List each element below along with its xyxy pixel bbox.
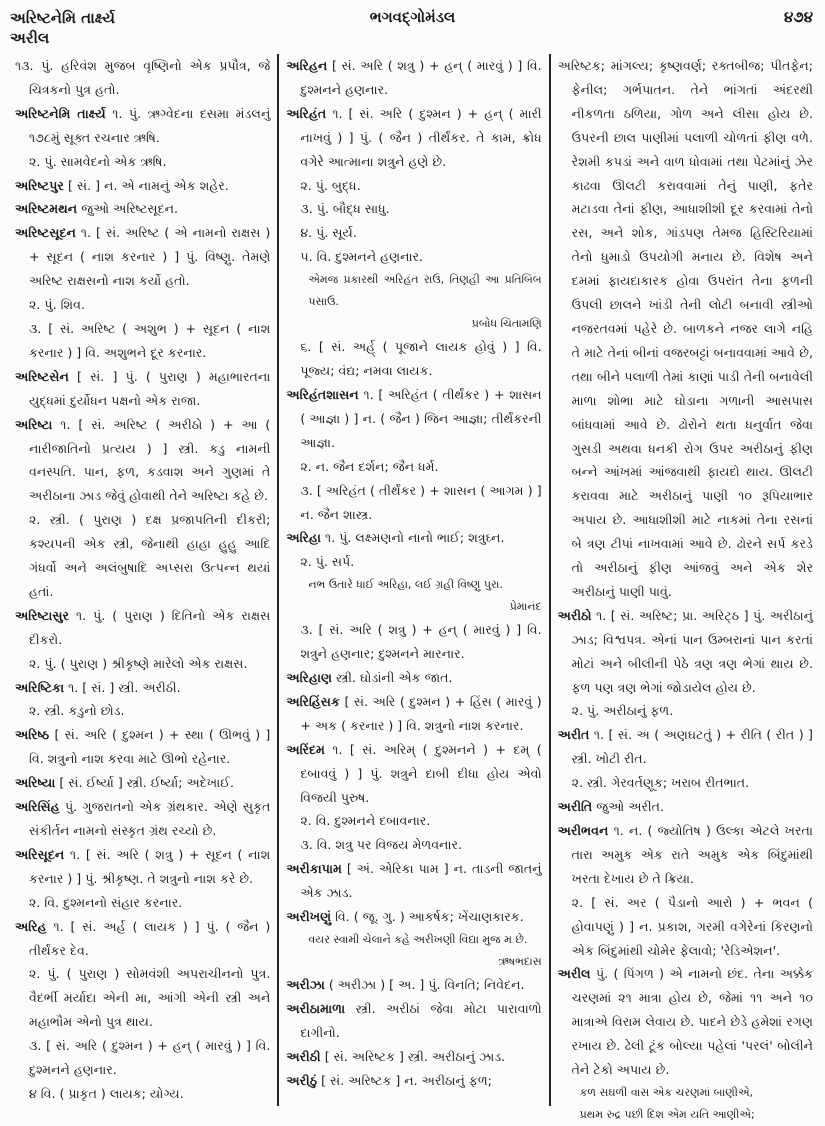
entry-headword: અરિષ્ટાસુર [15, 607, 70, 623]
entry-definition: ૧. પું. લક્ષ્મણનો નાનો ભાઈ; શત્રુઘ્ન. [325, 530, 505, 546]
entry-definition: ૧. [ સં. અરિ ( દુશ્મન ) + હન્ ( મારી નાખવું ) ] પું. ( જૈન ) તીર્થંકર. તે કામ, ક્રોધ વગેરે આત્માના શત્રુને હણે છે. [300, 105, 542, 169]
entry-definition: [ સં. અરિષ્ટક ] સ્ત્રી. અરીઠાનું ઝાડ. [324, 1048, 506, 1064]
entry-definition: ૧. [ અરિહંત ( તીર્થંકર ) + શાસન ( આજ્ઞા ) ] ન. ( જૈન ) જિન આજ્ઞા; તીર્થંકરની આજ્ઞા. [300, 386, 542, 450]
entry-headword: અરિષ્ટમથન [15, 201, 78, 217]
entry-headword: અરિહિંસક [286, 693, 340, 709]
dictionary-entry [15, 221, 270, 293]
dictionary-entry [558, 604, 813, 700]
entry-definition: [ સં. અરિષ્ટક ] ન. અરીઠાનું ફળ; [321, 1072, 492, 1088]
dictionary-entry [15, 197, 270, 221]
entry-headword: અરિહાણ [286, 670, 332, 686]
entry-definition: જુઓ અરિષ્ટસૂદન. [81, 201, 179, 217]
quotation-source: પ્રબોધ ચિંતામણિ [471, 317, 542, 331]
entry-definition: ૧. પું. ( પુરાણ ) દિતિનો એક રાક્ષસ દીકરો. [29, 607, 271, 647]
dictionary-entry [286, 857, 541, 905]
entry-headword: અરિસૂદન [15, 846, 65, 862]
dictionary-entry [15, 795, 270, 843]
sub-definition: ૨. પું. સર્પ. [300, 554, 355, 570]
dictionary-entry [286, 997, 541, 1045]
sub-definition: ૨. [ સં. અર ( પૈડાનો આરો ) + ભવન ( હોવાપણું ) ] ન. પ્રકાશ, ગરમી વગેરેનાં કિરણનો એક બિંદુમાંથી ચોમેર ફેલાવો; 'રેડિએશન'. [571, 894, 813, 958]
dictionary-entry [15, 413, 270, 509]
entry-headword: અરિંદમ [286, 741, 325, 757]
entry-headword: અરિષ્ટનેમિ તાર્ક્ષ્ય [15, 105, 106, 121]
dictionary-entry [286, 738, 541, 810]
dictionary-entry [15, 604, 270, 652]
sub-definition: ૫. વિ. દુશ્મનને હણનાર. [300, 249, 424, 265]
column-3 [549, 54, 820, 1121]
entry-definition: સ્ત્રી. ઘોડાંની એક જાત. [336, 670, 453, 686]
continued-definition: અરિષ્ટક; માંગલ્ય; કૃષ્ણવર્ણ; રક્તબીજ; પીતફેન; ફેનીલ; ગર્ભપાતન. તેને ભાંગતાં અંદરથી નીકળતા ઠળિયા, ગોળ અને લીસા હોય છે. ઉપરની છાલ પાણીમાં પલાળી ચોળતાં ફીણ વળે. રેશમી કપડાં અને વાળ ધોવામાં તથા પેટમાંનું ઝેર કાઢવા ઊલટી કરાવવામાં તેનું પાણી, ફતેર મટાડવા તેનાં ફીણ, આધાશીશી દૂર કરવામાં તેનો રસ, અને શોક, ગાંડપણ તેમજ હિસ્ટિરિયામાં તેનો ધુમાડો ઉપયોગી મનાય છે. વિશેષ અને દમમાં ફાયદાકારક હોવા ઉપરાંત તેના ફળની ઉપલી છાલને ખાંડી તેની લોટી બનાવી સ્ત્રીઓ નજરતવમાં પહેરે છે. બાળકને નજર લાગે નહિ તે માટે તેનાં બીનાં વજરબટ્ટાં બનાવવામાં આવે છે, તથા બીને પલાળી તેમાં કાણાં પાડી તેની બનાવેલી માળા શોભા માટે ઘોડાના ગળાની આસપાસ બાંધવામાં આવે છે. ઢોરોને થતા ધનુર્વાત જેવા ગુસડી અથવા ધનકી રોગ ઉપર અરીઠાનું ફીણ બન્ને આંખમાં આંજવાથી ફાયદો થાય. ઊલટી કરાવવા માટે અરીઠાનું પાણી ૧૦ રૂપિયાભાર અપાય છે. આધાશીશી માટે નાકમાં તેના રસનાં બે ત્રણ ટીપાં નાખવામાં આવે છે. ઢોરને સર્પ કરડે તો અરીઠાનું ફીણ આંજવું અને એક શેર અરીઠાનું પાણી પાવું. [557, 58, 813, 599]
sub-definition: ૬. [ સં. અર્હ્ ( પૂજાને લાયક હોવું ) ] વિ. પૂજ્ય; વંદ્ય; નમવા લાયક. [300, 339, 542, 379]
dictionary-entry [15, 365, 270, 413]
entry-definition: [ સં. અરિ ( દુશ્મન ) + સ્થા ( ઊભવું ) ] વિ. શત્રુનો નાશ કરવા માટે ઊભો રહેનાર. [29, 727, 271, 767]
sub-definition: ૩. [ સં. અરિ ( શત્રુ ) + હન્ ( મારવું ) ] વિ. શત્રુને હણનાર; દુશ્મનને મારનાર. [300, 622, 542, 662]
dictionary-entry [558, 723, 813, 771]
entry-headword: અરીઠી [286, 1048, 321, 1064]
dictionary-entry [558, 819, 813, 891]
quotation-source: ઋષભદાસ [498, 955, 542, 968]
entry-definition: [ સં. ] ન. એ નામનું એક શહેર. [67, 177, 229, 193]
sub-definition: ૨. પું. બુદ્ધ. [300, 177, 361, 193]
entry-definition: ૧. [ સં. અરિષ્ટ; પ્રા. અરિટ્ઠ ] પું. અરીઠાનું ઝાડ; વિશ્વપત્ર. એનાં પાન ઉમ્બરાનાં પાન કરતાં મોટાં અને બીલીની પેઠે ત્રણ ત્રણ ભેગાં થાય છે. ફળ પણ ત્રણ ભેગાં જોડાયેલ હોય છે. [571, 607, 813, 695]
entry-headword: અરિષ્યા [15, 775, 56, 791]
entry-definition: ૧. [ સં. અરિ ( શત્રુ ) + સૂદન ( નાશ કરનાર ) ] પું. શ્રીકૃષ્ણ. તે શત્રુનો નાશ કરે છે. [29, 846, 271, 886]
sub-definition: ૨. સ્ત્રી. કડુનો છોડ. [29, 703, 125, 719]
dictionary-entry [286, 905, 541, 929]
entry-definition: પું. ગુજરાતનો એક ગ્રંથકાર. એણે સુકૃત સંકીર્તન નામનો સંસ્કૃત ગ્રંથ રચ્યો છે. [29, 799, 271, 838]
page-header [8, 8, 817, 52]
entry-headword: અરીખણું [286, 909, 332, 925]
dictionary-entry [15, 723, 270, 771]
guide-word-last: અરીલ [10, 29, 50, 47]
dictionary-title: ભગવદ્ગોમંડલ [369, 8, 456, 26]
continued-definition: ૧૩. પું. હરિવંશ મુજબ વૃષ્ણિનો એક પ્રપૌત્ર, જે ચિત્રકનો પુત્ર હતો. [15, 58, 271, 97]
sub-definition: ૨. ન. જૈન દર્શન; જૈન ધર્મ. [300, 458, 439, 474]
entry-headword: અરીલ [557, 966, 591, 982]
dictionary-entry [286, 102, 541, 174]
entry-headword: અરિસિંહ [15, 799, 60, 815]
entry-definition: ૧. ન. ( જ્યોતિષ ) ઉલ્કા એટલે ખરતા તારા અમુક એક રાતે અમુક એક બિંદુમાંથી ખરતા દેખાય છે તે ક્રિયા. [571, 823, 813, 886]
entry-headword: અરિહંતશાસન [286, 386, 359, 402]
entry-headword: અરીઝા [286, 977, 325, 992]
quotation: નભ ઉતારે ધાઈ અરિહા, લઈ ગ્રહી વિષ્ણુ પુરા. [308, 578, 503, 592]
entry-definition: ૧. [ સં. અ ( અણઘટતું ) + રીતિ ( રીત ) ] સ્ત્રી. ખોટી રીત. [571, 727, 813, 767]
dictionary-entry [286, 690, 541, 738]
dictionary-entry [15, 843, 270, 891]
column-2 [277, 54, 548, 1106]
dictionary-entry [286, 54, 541, 102]
entry-headword: અરિહ [15, 918, 47, 934]
dictionary-entry [15, 102, 270, 150]
entry-definition: ૧. [ સં. અરિષ્ટ ( અરીઠો ) + આ ( નારીજાતિનો પ્રત્યય ) ] સ્ત્રી. કડુ નામની વનસ્પતિ. પાન, ફળ, કડવાશ અને ગુણમાં તે અરીઠાના ઝાડ જેવું હોવાથી તેને અરિષ્ટા કહે છે. [29, 416, 271, 504]
entry-headword: અરીતિ [557, 799, 593, 815]
entry-headword: અરીભવન [557, 823, 609, 838]
entry-definition: [ અં. એરિકા પામ ] ન. તાડની જાતનું એક ઝાડ. [300, 861, 542, 901]
dictionary-entry [558, 795, 813, 819]
entry-definition: ૧. [ સં. અર્હ ( લાયક ) ] પું. ( જૈન ) તીર્થંકર દેવ. [29, 918, 271, 958]
sub-definition: ૩. વિ. શત્રુ પર વિજય મેળવનાર. [300, 837, 463, 853]
entry-definition: [ સં. ઈર્ષ્યા ] સ્ત્રી. ઈર્ષ્યા; અદેખાઈ. [59, 775, 234, 791]
quotation: વયર સ્વામી ચેલાને કહે અરીખણી વિદ્યા મુજ મ છે. [308, 933, 528, 946]
sub-definition: ૨. પું. ( પુરાણ ) સોમવંશી અપરાચીનનો પુત્ર. વૈદર્ભી મર્યાદા એની મા, આંગી એની સ્ત્રી અને મહાભૌમ એનો પુત્ર થાય. [29, 966, 271, 1030]
sub-definition: ૪ વિ. ( પ્રાકૃત ) લાયક; યોગ્ય. [29, 1085, 184, 1101]
entry-definition: [ સં. ] પું. ( પુરાણ ) મહાભારતના યુદ્ધમાં દુર્યોધન પક્ષનો એક રાજા. [29, 368, 271, 408]
sub-definition: ૨. પું. અરીઠાનું ફળ. [571, 703, 674, 719]
sub-definition: ૨. પું. સામવેદનો એક ઋષિ. [29, 153, 167, 169]
entry-definition: વિ. ( જૂ. ગુ. ) આકર્ષક; ખેંચાણકારક. [335, 909, 524, 925]
entry-headword: અરિહા [286, 530, 322, 546]
entry-headword: અરીઠો [557, 607, 592, 623]
entry-definition: પું. ( પિંગળ ) એ નામનો છંદ. તેના અક્કેક ચરણમાં ૨૧ માત્રા હોય છે, જેમાં ૧૧ અને ૧૦ માત્રાએ વિરામ લેવાય છે. પાદને છેડે હમેશાં રગણ રખાય છે. ઢેલી ટૂંક બોલ્યા પહેલાં 'પરલં' બોલીને તેને ટેકો અપાય છે. [571, 966, 813, 1078]
quotation: એમજ પ્રકારથી અરિહંત રાઉ, તિણહી આ પ્રતિબિંબ પસાઉ. [308, 273, 542, 309]
entry-headword: અરિષ્ટિકા [15, 679, 65, 695]
entry-headword: અરિષ્ટસૂદન [15, 225, 76, 241]
quotation: પ્રથમ રુદ્ર પછી દિશ એમ યતિ આણીએ; [579, 1107, 755, 1121]
sub-definition: ૩. [ સં. અરિષ્ટ ( અશુભ ) + સૂદન ( નાશ કરનાર ) ] વિ. અશુભને દૂર કરનાર. [29, 320, 271, 360]
sub-definition: ૨. સ્ત્રી. ( પુરાણ ) દક્ષ પ્રજાપતિની દીકરી; કશ્યપની એક સ્ત્રી, જેનાથી હાહા હુહુ આદિ ગંધર્વો અને અલંબુષાદિ અપ્સરા ઉત્પન્ન થયાં હતાં. [29, 512, 271, 599]
dictionary-entry [15, 915, 270, 963]
dictionary-entry [286, 1069, 541, 1093]
entry-definition: ૧. [ સં. ] સ્ત્રી. અરીઠી. [68, 679, 181, 695]
entry-headword: અરીત [557, 727, 590, 743]
entry-definition: ( અરીઝા ) [ અ. ] પું. વિનતિ; નિવેદન. [328, 977, 525, 992]
dictionary-entry [15, 771, 270, 795]
dictionary-entry [286, 526, 541, 550]
sub-definition: ૩. [ અરિહંત ( તીર્થંકર ) + શાસન ( આગમ ) ] ન. જૈન શાસ્ત્ર. [300, 482, 542, 522]
quotation: કળ સઘળી વાસ એક ચરણમાં બાણીએ, [579, 1085, 754, 1099]
entry-definition: ૧. [ સં. અરિમ્ ( દુશ્મનને ) + દમ્ ( દબાવવું ) ] પું. શત્રુને દાબી દીધા હોય એવો વિજયી પુરુષ. [300, 741, 542, 805]
guide-word-first: અરિષ્ટનેમિ તાર્ક્ષ્ય [10, 9, 116, 27]
sub-definition: ૨. પું. ( પુરાણ ) શ્રીકૃષ્ણે મારેલો એક રાક્ષસ. [29, 655, 248, 671]
entry-definition: સ્ત્રી. અરીઠાં જેવા મોટા પારાવાળો દાગીનો. [300, 1000, 542, 1040]
column-1 [8, 54, 277, 1106]
entry-headword: અરિષ્ઠ [15, 727, 50, 743]
entry-headword: અરિહંત [286, 105, 327, 121]
page-number: ૪૭૪ [783, 8, 813, 26]
dictionary-entry [15, 676, 270, 700]
entry-definition: [ સં. અરિ ( દુશ્મન ) + હિંસ ( મારવું ) + અક ( કરનાર ) ] વિ. શત્રુનો નાશ કરનાર. [300, 693, 542, 733]
sub-definition: ૩. પું. બૌદ્ધ સાધુ. [300, 201, 390, 217]
sub-definition: ૩. [ સં. અરિ ( દુશ્મન ) + હન્ ( મારવું ) ] વિ. દુશ્મનને હણનાર. [29, 1038, 271, 1078]
dictionary-entry [286, 383, 541, 455]
entry-definition: ૧. [ સં. અરિષ્ટ ( એ નામનો રાક્ષસ ) + સૂદન ( નાશ કરનાર ) ] પું. વિષ્ણુ. તેમણે અરિષ્ટ રાક્ષસનો નાશ કર્યો હતો. [29, 225, 271, 289]
entry-headword: અરીઠામાળા [286, 1000, 346, 1016]
dictionary-entry [15, 174, 270, 198]
dictionary-entry [286, 1045, 541, 1069]
dictionary-entry [286, 666, 541, 690]
entry-definition: ૧. પું. ઋગ્વેદના દસમા મંડલનું ૧૭૮મું સૂક્ત રચનાર ઋષિ. [29, 105, 271, 145]
entry-headword: અરિષ્ટા [15, 416, 53, 432]
entry-headword: અરિષ્ટસેન [15, 368, 69, 384]
dictionary-columns [8, 54, 820, 1121]
entry-definition: જુઓ અરીત. [596, 799, 664, 815]
sub-definition: ૨. પું. શિવ. [29, 297, 85, 313]
entry-headword: અરિષ્ટપુર [15, 177, 64, 193]
dictionary-entry [558, 962, 813, 1082]
sub-definition: ૨. સ્ત્રી. ગેરવર્તણૂક; ખરાબ રીતભાત. [571, 775, 750, 791]
entry-headword: અરિહન [286, 58, 328, 73]
sub-definition: ૨. વિ. દુશ્મનને દબાવનાર. [300, 813, 431, 829]
sub-definition: ૪. પું. સૂર્ય. [300, 225, 357, 241]
entry-headword: અરીઠું [286, 1072, 318, 1088]
sub-definition: ૨. વિ. દુશ્મનનો સંહાર કરનાર. [29, 894, 183, 910]
entry-headword: અરીકાપામ [286, 861, 342, 877]
entry-definition: [ સં. અરિ ( શત્રુ ) + હન્ ( મારવું ) ] વિ. દુશ્મનને હણનાર. [300, 58, 542, 97]
quotation-source: પ્રેમાનંદ [509, 600, 542, 614]
dictionary-entry [286, 973, 541, 997]
